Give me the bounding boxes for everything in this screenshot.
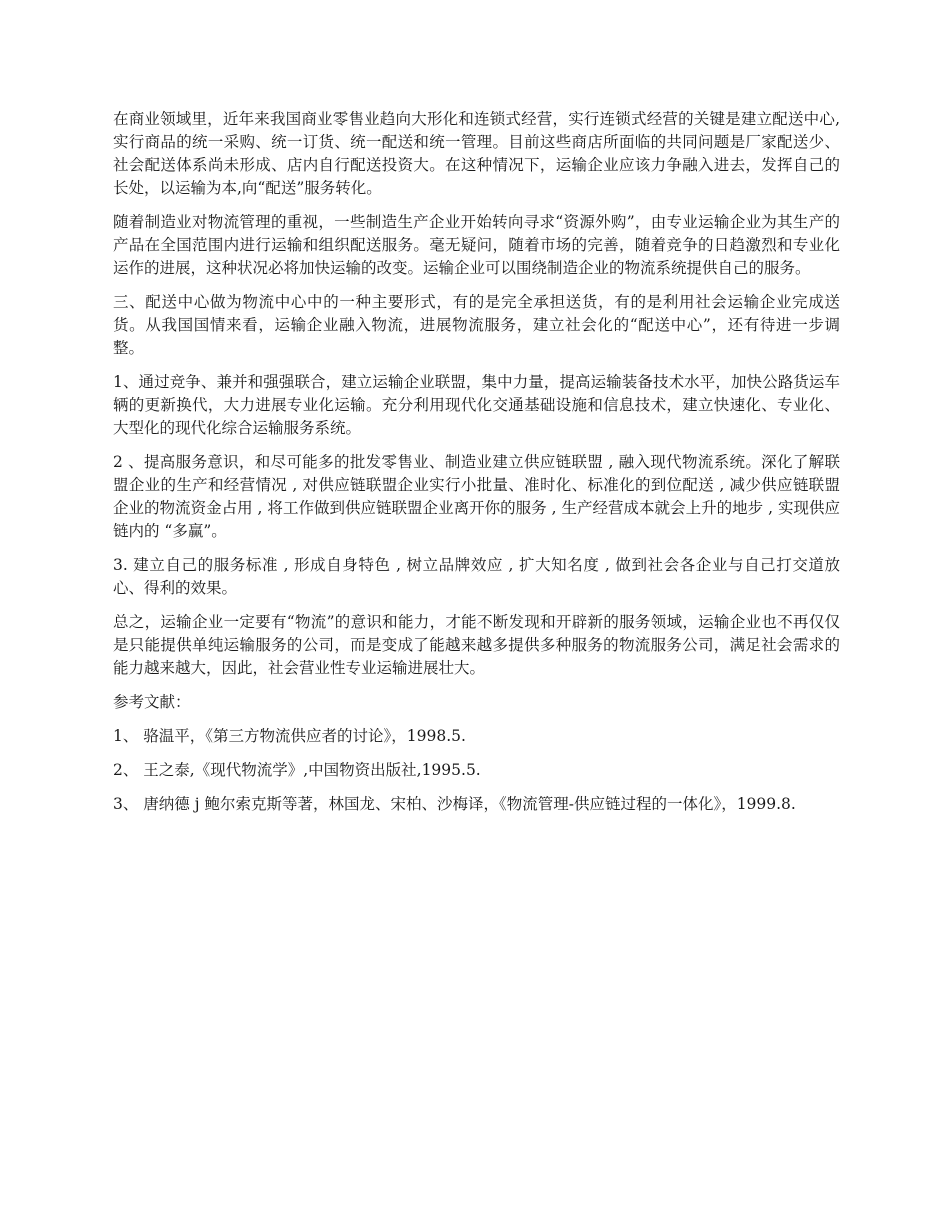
reference-item-1: 1、 骆温平，《第三方物流供应者的讨论》，1998.5. [113, 727, 466, 745]
reference-item-3: 3、 唐纳德 j 鲍尔索克斯等著，林国龙、宋柏、沙梅译，《物流管理-供应链过程的一体化》，1999.8. [113, 795, 796, 813]
paragraph-conclusion: 总之，运输企业一定要有“物流”的意识和能力，才能不断发现和开辟新的服务领域，运输企业也不再仅仅是只能提供单纯运输服务的公司，而是变成了能越来越多提供多种服务的物流服务公司，满足社会需求的能力越来越大，因此，社会营业性专业运输进展壮大。 [113, 613, 840, 677]
references-heading: 参考文献： [113, 693, 191, 711]
paragraph-point-1: 1、通过竞争、兼并和强强联合，建立运输企业联盟，集中力量，提高运输装备技术水平，加快公路货运车辆的更新换代，大力进展专业化运输。充分利用现代化交通基础设施和信息技术，建立快速化、专业化、大型化的现代化综合运输服务系统。 [113, 373, 840, 437]
paragraph-distribution-center: 三、配送中心做为物流中心中的一种主要形式，有的是完全承担送货，有的是利用社会运输企业完成送货。从我国国情来看，运输企业融入物流，进展物流服务，建立社会化的“配送中心”，还有待进一步调整。 [113, 293, 840, 357]
paragraph-point-3: 3. 建立自己的服务标准 , 形成自身特色 , 树立品牌效应 , 扩大知名度 , 做到社会各企业与自己打交道放心、得利的效果。 [113, 556, 840, 597]
paragraph-commerce-distribution: 在商业领域里，近年来我国商业零售业趋向大形化和连锁式经营，实行连锁式经营的关键是建立配送中心,实行商品的统一采购、统一订货、统一配送和统一管理。目前这些商店所面临的共同问题是厂家配送少、社会配送体系尚未形成、店内自行配送投资大。在这种情况下，运输企业应该力争融入进去，发挥自己的长处，以运输为本,向“配送”服务转化。 [113, 110, 840, 197]
paragraph-point-2: 2 、提高服务意识，和尽可能多的批发零售业、制造业建立供应链联盟 , 融入现代物流系统。深化了解联盟企业的生产和经营情况 , 对供应链联盟企业实行小批量、准时化、标准化的到位配送 , 减少供应链联盟企业的物流资金占用 , 将工作做到供应链联盟企业离开你的服务 , 生产经营成本就会上升的地步 , 实现供应链内的 “多赢”。 [113, 453, 840, 540]
paragraph-manufacturing-logistics: 随着制造业对物流管理的重视，一些制造生产企业开始转向寻求“资源外购”，由专业运输企业为其生产的产品在全国范围内进行运输和组织配送服务。毫无疑问，随着市场的完善，随着竞争的日趋激烈和专业化运作的进展，这种状况必将加快运输的改变。运输企业可以围绕制造企业的物流系统提供自己的服务。 [113, 213, 840, 277]
reference-item-2: 2、 王之泰,《现代物流学》,中国物资出版社,1995.5. [113, 761, 481, 779]
document-page [113, 108, 840, 827]
